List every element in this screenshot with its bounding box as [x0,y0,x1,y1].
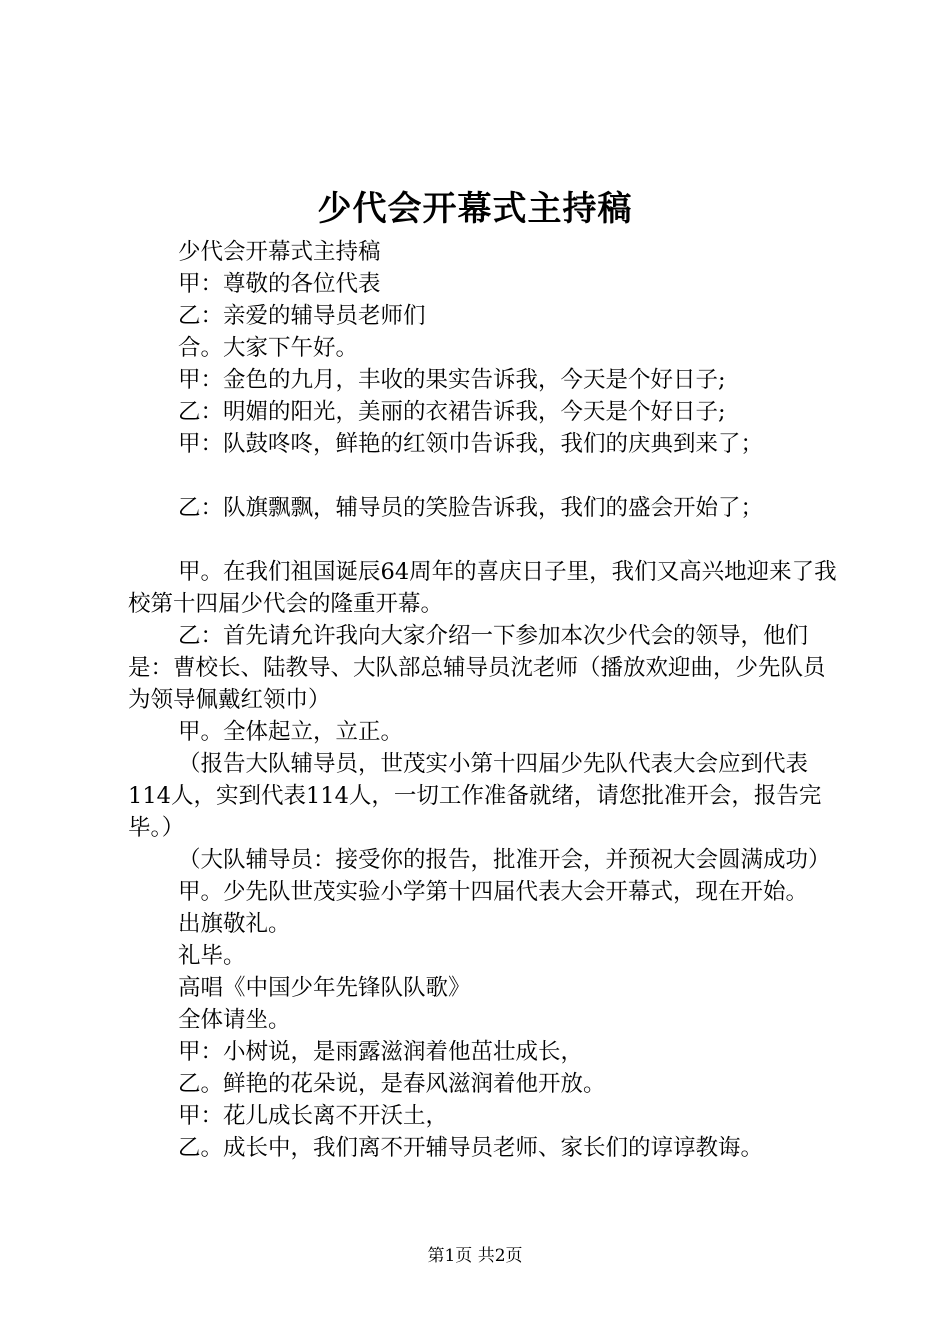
paragraph: 乙：首先请允许我向大家介绍一下参加本次少代会的领导，他们是：曹校长、陆教导、大队部总辅导员沈老师（播放欢迎曲，少先队员为领导佩戴红领巾） [128,623,826,713]
paragraph: 乙。鲜艳的花朵说，是春风滋润着他开放。 [178,1071,606,1097]
paragraph: （大队辅导员：接受你的报告，批准开会，并预祝大会圆满成功） [178,847,831,873]
paragraph: 高唱《中国少年先锋队队歌》 [178,975,471,1001]
paragraph: 甲。全体起立，立正。 [178,719,404,745]
paragraph: 甲：尊敬的各位代表 [178,271,381,297]
document-title: 少代会开幕式主持稿 [317,189,633,229]
paragraph: 甲：队鼓咚咚，鲜艳的红领巾告诉我，我们的庆典到来了； [178,431,764,457]
document-body [128,236,838,1164]
paragraph: 出旗敬礼。 [178,911,291,937]
paragraph: 乙：明媚的阳光，美丽的衣裙告诉我，今天是个好日子; [178,399,726,425]
page-number-footer: 第1页 共2页 [427,1246,523,1266]
paragraph: 全体请坐。 [178,1007,291,1033]
paragraph: 乙：队旗飘飘，辅导员的笑脸告诉我，我们的盛会开始了； [178,495,764,521]
paragraph: （报告大队辅导员，世茂实小第十四届少先队代表大会应到代表114人，实到代表114人，一切工作准备就绪，请您批准开会，报告完毕。） [128,751,822,841]
blank-line [128,524,838,556]
paragraph: 甲：花儿成长离不开沃土， [178,1103,449,1129]
blank-line [128,460,838,492]
paragraph: 甲：金色的九月，丰收的果实告诉我，今天是个好日子; [178,367,726,393]
paragraph: 甲。在我们祖国诞辰64周年的喜庆日子里，我们又高兴地迎来了我校第十四届少代会的隆重开幕。 [128,559,837,617]
paragraph: 礼毕。 [178,943,246,969]
paragraph: 甲。少先队世茂实验小学第十四届代表大会开幕式，现在开始。 [178,879,809,905]
paragraph: 甲：小树说，是雨露滋润着他茁壮成长， [178,1039,584,1065]
paragraph: 乙。成长中，我们离不开辅导员老师、家长们的谆谆教诲。 [178,1135,764,1161]
paragraph: 少代会开幕式主持稿 [178,239,381,265]
paragraph: 合。大家下午好。 [178,335,359,361]
paragraph: 乙：亲爱的辅导员老师们 [178,303,426,329]
